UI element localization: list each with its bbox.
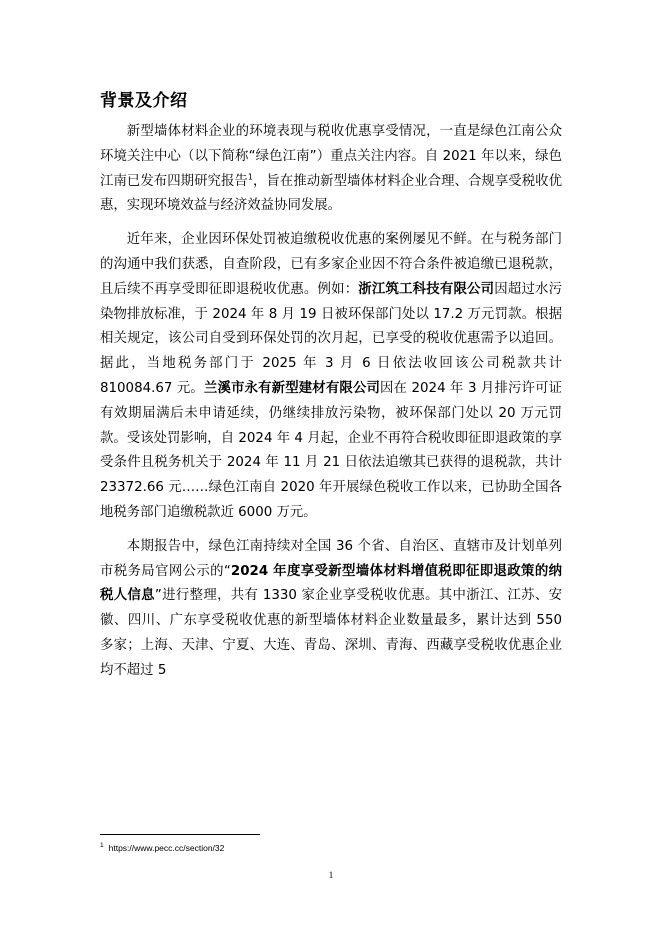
footnote-link[interactable]: https://www.pecc.cc/section/32	[108, 842, 225, 853]
paragraph-2	[100, 228, 562, 526]
p1-text-a: 新型墙体材料企业的环境表现与税收优惠享受情况，一直是绿色江南公众环境关注中心（以下简称“绿色江南”）重点关注内容。自 2021 年以来，绿色江南已发布四期研究报告	[100, 124, 562, 189]
p3-text-b: ”进行整理，共有 1330 家企业享受税收优惠。其中浙江、江苏、安徽、四川、广东享受税收优惠的新型墙体材料企业数量最多，累计达到 550 多家；上海、天津、宁夏、大连、青岛、深圳、青海、西藏享受税收优惠企业均不超过 5	[100, 588, 562, 678]
policy-title: 2024 年度享受新型墙体材料增值税即征即退政策的纳税人信息	[100, 563, 562, 604]
p2-text-c: 因在 2024 年 3 月排污许可证有效期届满后未申请延续，仍继续排放污染物，被环保部门处以 20 万元罚款。受该处罚影响，自 2024 年 4 月起，企业不再符合税收即征即退政策的享受条件且税务机关于 2024 年 11 月 21 日依法追缴其已获得的退税款，共计 23372.66 元……绿色江南自 2020 年开展绿色税收工作以来，已协助全国各地税务部门追缴税款近 6000 万元。	[100, 380, 563, 520]
section-heading: 背景及介绍	[100, 91, 188, 111]
footnote-divider	[100, 834, 260, 835]
footnote-number: 1	[100, 842, 104, 849]
company-name-2: 兰溪市永有新型建材有限公司	[203, 380, 381, 396]
paragraph-3	[100, 535, 562, 684]
p2-text-a: 近年来，企业因环保处罚被追缴税收优惠的案例屡见不鲜。在与税务部门的沟通中我们获悉，自查阶段，已有多家企业因不符合条件被追缴已退税款，且后续不再享受即征即退税收优惠。例如：	[100, 232, 562, 297]
p3-text-a: 本期报告中，绿色江南持续对全国 36 个省、自治区、直辖市及计划单列市税务局官网公示的“	[100, 538, 562, 579]
p2-text-b: 因超过水污染物排放标准，于 2024 年 8 月 19 日被环保部门处以 17.2 万元罚款。根据相关规定，该公司自受到环保处罚的次月起，已享受的税收优惠需予以追回。据此，当地税务部门于 2025 年 3 月 6 日依法收回该公司税款共计 810084.67 元。	[100, 281, 563, 396]
paragraph-1	[100, 120, 562, 219]
company-name-1: 浙江筑工科技有限公司	[358, 281, 495, 297]
body-text	[100, 120, 562, 693]
p1-text-b: ，旨在推动新型墙体材料企业合理、合规享受税收优惠，实现环境效益与经济效益协同发展。	[100, 173, 563, 214]
page-number: 1	[328, 870, 334, 880]
footnote-ref[interactable]: 1	[247, 172, 253, 182]
footnote	[100, 842, 224, 853]
